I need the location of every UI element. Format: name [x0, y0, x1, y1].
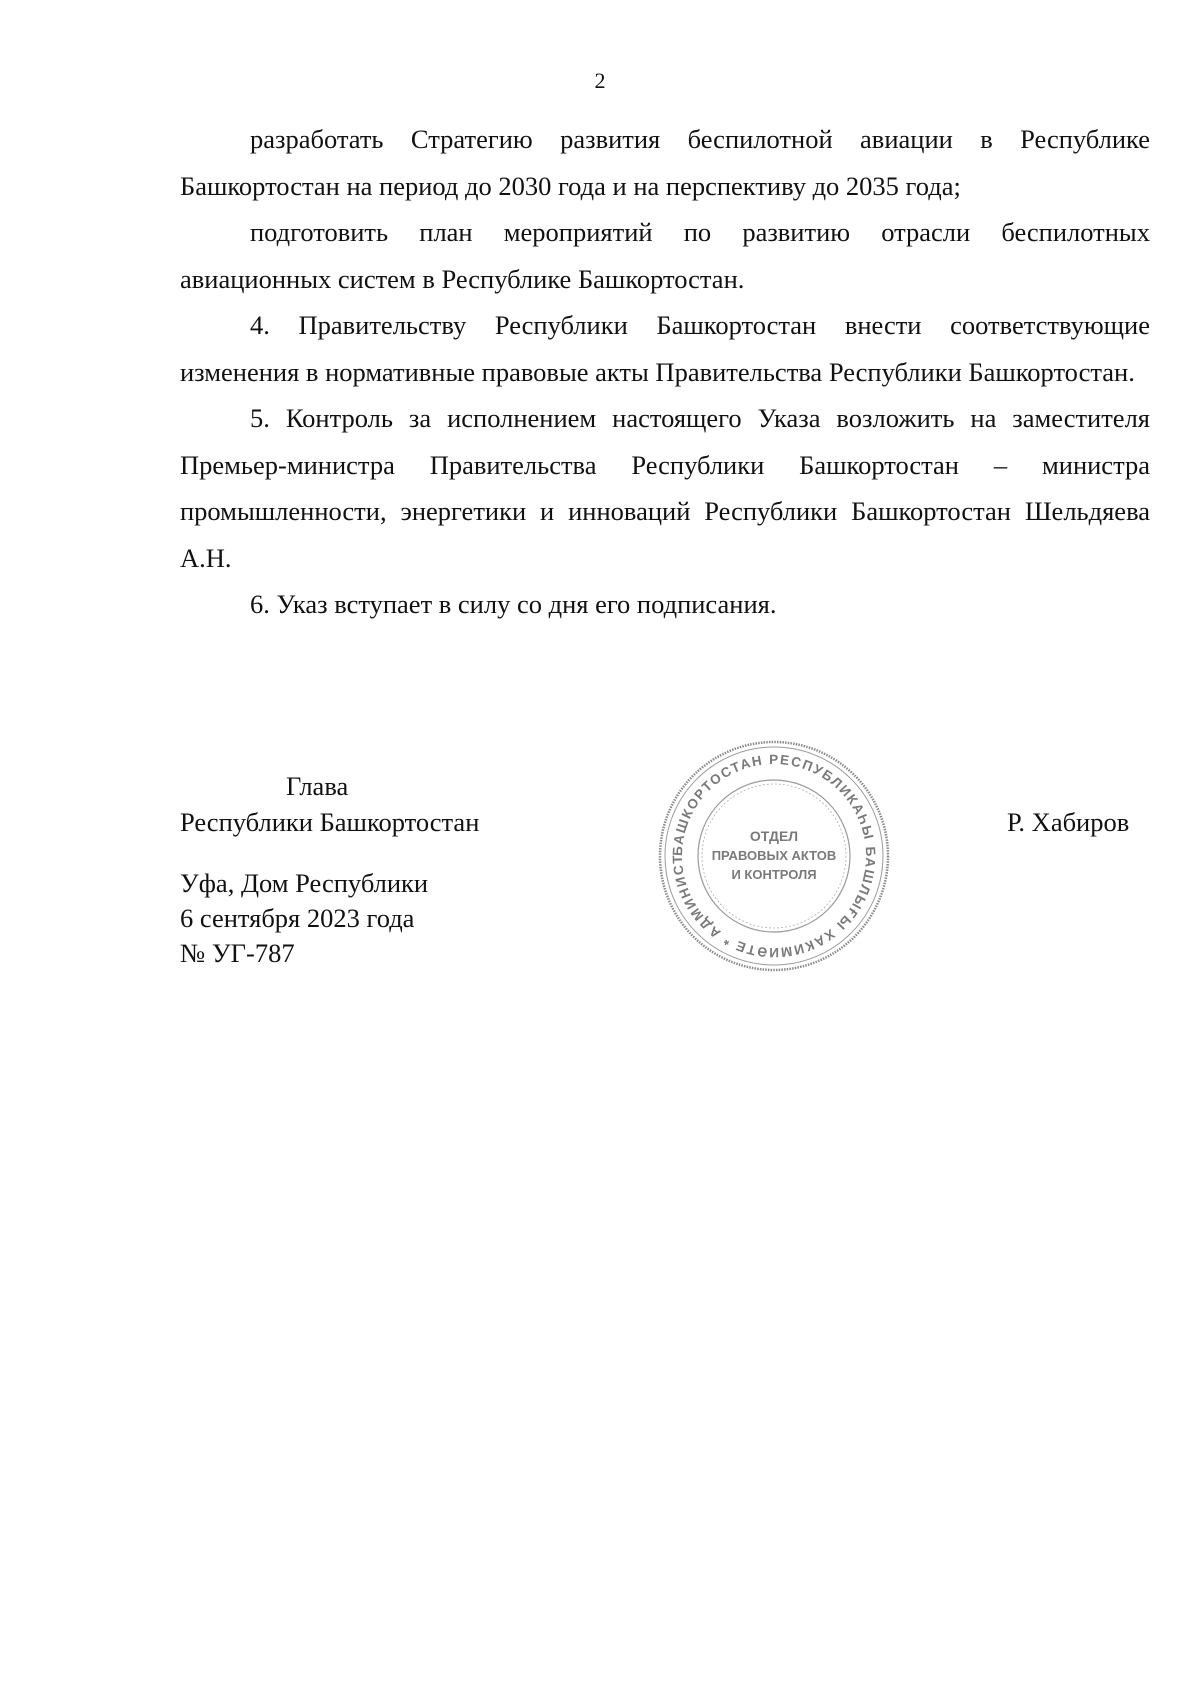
stamp-outer-text: БАШКОРТОСТАН РЕСПУБЛИКАҺЫ БАШЛЫҒЫ ХАКИМИӘТЕ * АДМИНИСТ [669, 751, 879, 961]
signing-place: Уфа, Дом Республики [180, 868, 429, 898]
stamp-center-line1: ОТДЕЛ [749, 828, 799, 844]
signatory-title-line1: Глава [286, 771, 349, 801]
signatory-name: Р. Хабиров [1007, 807, 1130, 837]
paragraph-plan: подготовить план мероприятий по развитию отрасли беспилотных авиационных систем в Республике Башкортостан. [180, 217, 1150, 294]
signatory-title [180, 768, 479, 840]
official-stamp [656, 738, 892, 974]
place-date-block [180, 866, 428, 971]
stamp-center-line2: ПРАВОВЫХ АКТОВ [711, 848, 837, 863]
decree-number: № УГ-787 [180, 938, 295, 968]
paragraph-strategy: разработать Стратегию развития беспилотной авиации в Республике Башкортостан на период до 2030 года и на перспективу до 2035 года; [180, 124, 1150, 201]
page-number: 2 [594, 68, 606, 93]
document-body [180, 116, 1150, 628]
stamp-center-line3: И КОНТРОЛЯ [731, 867, 817, 882]
paragraph-item-5: 5. Контроль за исполнением настоящего Указа возложить на заместителя Премьер-министра Правительства Республики Башкортостан – министра промышленности, энергетики и инноваций Республики Башкортостан Шельдяева А.Н. [180, 403, 1150, 573]
paragraph-item-6: 6. Указ вступает в силу со дня его подписания. [250, 589, 777, 619]
signatory-title-line2: Республики Башкортостан [180, 807, 480, 837]
signing-date: 6 сентября 2023 года [180, 903, 415, 933]
stamp-seal-icon [656, 738, 892, 974]
paragraph-item-4: 4. Правительству Республики Башкортостан внести соответствующие изменения в нормативные правовые акты Правительства Республики Башкортостан. [180, 310, 1150, 387]
